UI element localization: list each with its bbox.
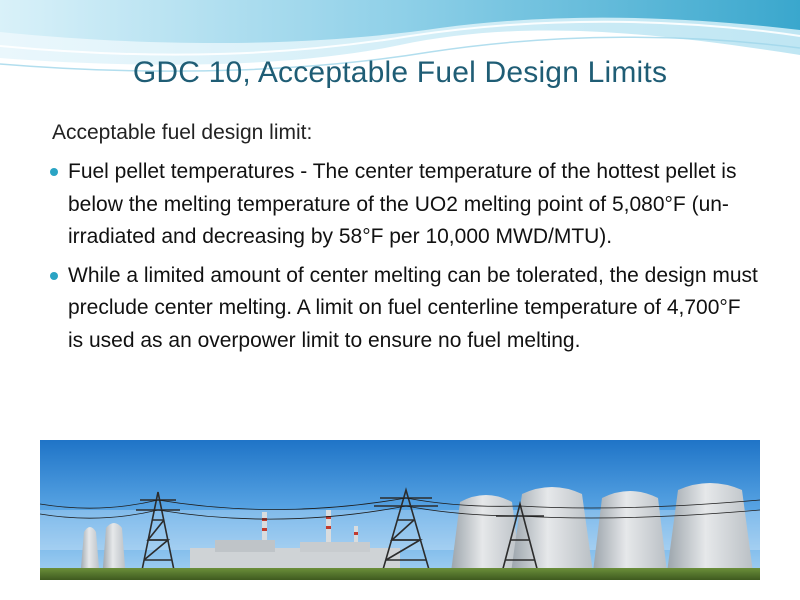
- bullet-item: [46, 156, 758, 254]
- slide-title: GDC 10, Acceptable Fuel Design Limits: [132, 56, 668, 89]
- bullet-dot-icon: [50, 168, 58, 176]
- cooling-tower-4: [666, 483, 754, 580]
- bullet-dot-icon: [50, 272, 58, 280]
- bullet-text: Fuel pellet temperatures - The center temperature of the hottest pellet is below the melting temperature of the UO2 melting point of 5,080°F (un-irradiated and decreasing by 58°F per 10,000 MWD/MTU).: [68, 160, 737, 248]
- bullet-text: While a limited amount of center melting can be tolerated, the design must preclude center melting. A limit on fuel centerline temperature of 4,700°F is used as an overpower limit to ensure no fuel melting.: [68, 263, 758, 352]
- decorative-wave: [0, 0, 800, 110]
- intro-text: Acceptable fuel design limit:: [52, 121, 313, 144]
- power-plant-photo: [40, 440, 760, 580]
- cooling-tower-3: [592, 491, 668, 580]
- bullet-item: [46, 260, 758, 358]
- cooling-tower-2: [510, 487, 594, 580]
- bullet-list: [46, 156, 758, 363]
